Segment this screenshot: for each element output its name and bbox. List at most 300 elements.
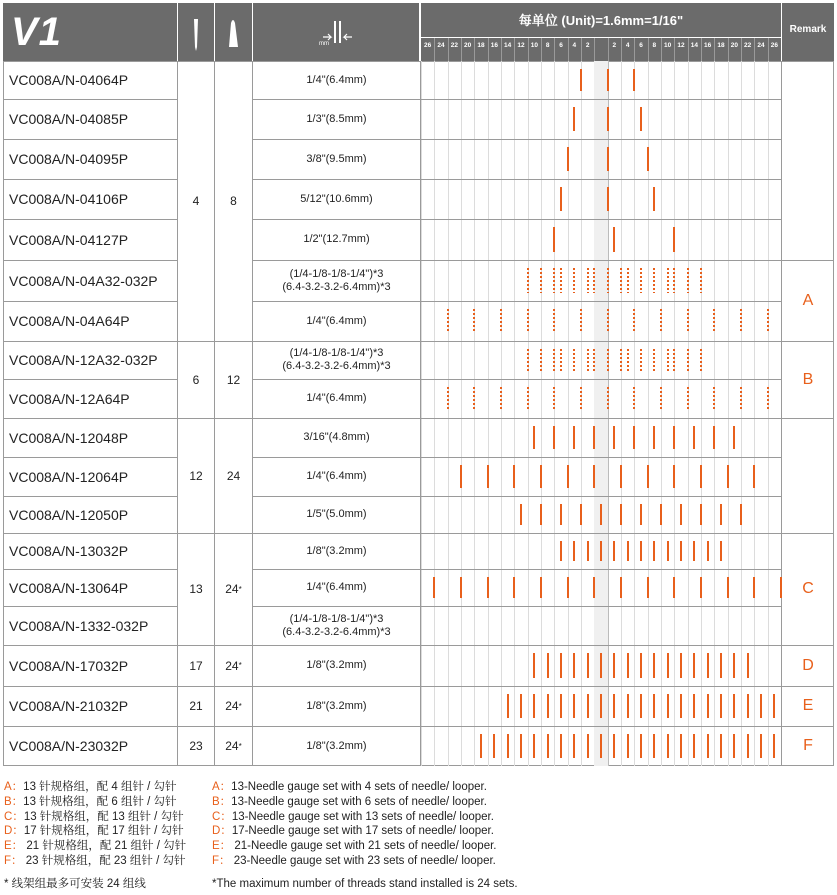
needle-mark [767, 387, 769, 410]
needle-mark [520, 504, 522, 525]
remark-divider [781, 418, 834, 419]
needle-mark [767, 309, 769, 333]
needle-header [178, 3, 214, 61]
scale-divider [488, 38, 489, 62]
needle-mark [553, 387, 555, 410]
thread-count-value: 24 [225, 699, 239, 713]
needle-mark [707, 541, 709, 561]
scale-tick: 4 [572, 42, 577, 49]
scale-tick: 18 [717, 42, 725, 49]
needle-mark [527, 268, 529, 293]
needle-mark [533, 734, 535, 758]
remark-label: Remark [789, 24, 827, 35]
model-cell: VC008A/N-04106P [9, 191, 129, 207]
needle-mark [640, 653, 642, 678]
needle-mark [693, 734, 695, 758]
scale-tick: 26 [770, 42, 778, 49]
en-text: 13-Needle gauge set with 13 sets of needle/ looper. [231, 810, 494, 823]
needle-mark [587, 734, 589, 758]
needle-mark [533, 694, 535, 718]
needle-mark [627, 541, 629, 561]
needle-mark [667, 653, 669, 678]
scale-tick: 10 [530, 42, 538, 49]
needle-mark [707, 734, 709, 758]
scale-divider [448, 38, 449, 62]
needle-mark [720, 653, 722, 678]
en-line [212, 824, 612, 839]
needle-mark [747, 653, 749, 678]
needle-mark [640, 107, 642, 131]
brand-logo: V1 [11, 10, 62, 54]
cn-text: 13 针规格组，配 13 组针 / 勾针 [23, 810, 184, 823]
column-divider [420, 61, 421, 766]
scale-tick: 24 [757, 42, 765, 49]
cn-key: B： [4, 795, 24, 808]
max-threads-star: * [238, 584, 242, 594]
needle-mark [620, 465, 622, 488]
needle-mark [700, 268, 702, 293]
needle-mark [727, 465, 729, 488]
note-cn: * 线架组最多可安装 24 组线 [4, 877, 146, 890]
needle-mark [547, 653, 549, 678]
thread-count [215, 726, 252, 766]
scale-gridline [474, 61, 475, 766]
scale-divider [501, 38, 502, 62]
needle-mark [447, 309, 449, 333]
en-line [212, 780, 612, 795]
needle-mark [540, 268, 542, 293]
scale-gridline [688, 61, 689, 766]
needle-mark [680, 653, 682, 678]
gauge-cell: 1/4"(6.4mm) [306, 581, 367, 593]
scale-tick: 22 [450, 42, 458, 49]
gauge-cell: 1/4"(6.4mm) [306, 392, 367, 404]
scale-tick: 14 [690, 42, 698, 49]
thread-count-value: 24 [225, 739, 239, 753]
en-line [212, 854, 612, 869]
needle-mark [627, 268, 629, 293]
needle-mark [693, 426, 695, 449]
cn-line [4, 810, 204, 825]
en-text: 21-Needle gauge set with 21 sets of needle/ looper. [231, 840, 497, 853]
needle-mark [680, 694, 682, 718]
needle-mark [607, 268, 609, 293]
needle-mark [713, 387, 715, 410]
needle-mark [600, 541, 602, 561]
scale-divider [674, 38, 675, 62]
model-cell: VC008A/N-04085P [9, 111, 129, 127]
needle-mark [547, 734, 549, 758]
needle-mark [740, 504, 742, 525]
thread-count-value: 12 [226, 372, 241, 387]
needle-mark [700, 504, 702, 525]
needle-mark [687, 268, 689, 293]
en-text: 13-Needle gauge set with 4 sets of needle/ looper. [231, 781, 487, 793]
needle-count: 6 [192, 372, 200, 387]
needle-mark [580, 309, 582, 333]
needle-mark [620, 504, 622, 525]
needle-mark [573, 694, 575, 718]
max-threads-star: * [238, 741, 242, 751]
needle-mark [473, 309, 475, 333]
needle-mark [620, 268, 622, 293]
needle-mark [647, 465, 649, 488]
needle-mark [533, 426, 535, 449]
needle-mark [740, 387, 742, 410]
scale-gridline [621, 61, 622, 766]
needle-mark [627, 694, 629, 718]
needle-mark [733, 653, 735, 678]
en-key: A： [212, 781, 232, 793]
scale-gridline [634, 61, 635, 766]
needle-mark [640, 268, 642, 293]
scale-tick: 24 [437, 42, 445, 49]
needle-mark [607, 147, 609, 171]
needle-mark [627, 734, 629, 758]
needle-mark [560, 653, 562, 678]
gauge-icon [253, 3, 419, 61]
scale-divider [768, 38, 769, 62]
scale-divider [661, 38, 662, 62]
needle-mark [653, 541, 655, 561]
remark-cell: F [803, 737, 813, 754]
needle-mark [573, 734, 575, 758]
scale-tick: 8 [545, 42, 550, 49]
needle-mark [587, 268, 589, 293]
scale-gridline [741, 61, 742, 766]
scale-tick: 16 [704, 42, 712, 49]
needle-mark [693, 541, 695, 561]
needle-icon [178, 3, 214, 61]
needle-mark [653, 426, 655, 449]
scale-tick: 20 [464, 42, 472, 49]
needle-mark [507, 734, 509, 758]
needle-mark [680, 541, 682, 561]
scale-divider [581, 38, 582, 62]
needle-mark [773, 734, 775, 758]
cn-key: D： [4, 825, 24, 838]
en-key: E： [212, 840, 232, 853]
remark-cell: B [802, 370, 814, 388]
scale-divider [754, 38, 755, 62]
cn-key: C： [4, 810, 24, 823]
needle-mark [653, 734, 655, 758]
scale-divider [474, 38, 475, 62]
needle-mark [560, 504, 562, 525]
needle-mark [733, 694, 735, 718]
scale-tick: 8 [652, 42, 657, 49]
gauge-cell: 1/5"(5.0mm) [306, 508, 367, 520]
needle-mark [620, 577, 622, 598]
needle-mark [713, 309, 715, 333]
needle-mark [567, 465, 569, 488]
max-threads-star: * [238, 661, 242, 670]
scale-gridline [674, 61, 675, 766]
needle-mark [573, 541, 575, 561]
cn-text: 13 针规格组，配 4 组针 / 勾针 [23, 781, 177, 793]
needle-mark [640, 349, 642, 371]
needle-mark [680, 504, 682, 525]
model-cell: VC008A/N-12A64P [9, 390, 130, 407]
gauge-cell: 1/8"(3.2mm) [306, 739, 367, 752]
needle-mark [673, 426, 675, 449]
needle-mark [500, 309, 502, 333]
en-key: D： [212, 825, 232, 838]
needle-mark [587, 541, 589, 561]
thread-count-value: 8 [230, 194, 237, 208]
gauge-cell: 1/2"(12.7mm) [303, 233, 370, 245]
needle-mark [553, 309, 555, 333]
footer-cn [4, 780, 204, 892]
needle-mark [540, 504, 542, 525]
scale-tick: 2 [612, 42, 617, 49]
thread-cone-icon [215, 3, 252, 61]
scale-divider [728, 38, 729, 62]
needle-mark [687, 349, 689, 371]
needle-mark [480, 734, 482, 758]
needle-mark [673, 465, 675, 488]
scale-divider [741, 38, 742, 62]
cn-key: A： [4, 781, 24, 793]
needle-mark [500, 387, 502, 410]
cn-key: F： [4, 854, 23, 867]
scale-gridline [728, 61, 729, 766]
en-text: 17-Needle gauge set with 17 sets of needle/ looper. [231, 825, 494, 838]
needle-mark [433, 577, 435, 598]
needle-mark [607, 309, 609, 333]
thread-count-value: 24 [225, 582, 239, 596]
model-cell: VC008A/N-04095P [9, 151, 129, 167]
scale-gridline [448, 61, 449, 766]
remark-cell: A [802, 291, 814, 309]
brand-header [3, 3, 177, 61]
needle-mark [640, 734, 642, 758]
needle-mark [647, 577, 649, 598]
scale-divider [701, 38, 702, 62]
needle-mark [613, 426, 615, 449]
needle-mark [587, 694, 589, 718]
en-key: B： [212, 795, 232, 808]
needle-mark [573, 268, 575, 293]
needle-mark [493, 734, 495, 758]
unit-title: 每单位 (Unit)=1.6mm=1/16" [518, 13, 684, 28]
needle-mark [580, 69, 582, 91]
en-text: 23-Needle gauge set with 23 sets of needle/ looper. [230, 854, 496, 867]
needle-mark [600, 504, 602, 525]
scale-divider [608, 38, 609, 62]
needle-mark [773, 694, 775, 718]
model-cell: VC008A/N-04064P [9, 72, 129, 88]
needle-mark [707, 694, 709, 718]
needle-mark [593, 577, 595, 598]
gauge-cell: 3/8"(9.5mm) [306, 152, 367, 165]
gauge-cell: 1/4"(6.4mm) [306, 73, 367, 86]
needle-mark [720, 504, 722, 525]
needle-mark [560, 541, 562, 561]
scale-divider [688, 38, 689, 62]
thread-count [215, 61, 252, 341]
scale-tick: 12 [517, 42, 525, 49]
model-cell: VC008A/N-12A32-032P [9, 352, 158, 368]
needle-mark [673, 268, 675, 293]
en-key: F： [212, 854, 231, 867]
gauge-icon-label: mm [319, 41, 329, 47]
needle-mark [653, 653, 655, 678]
scale-gridline [581, 61, 582, 766]
needle-mark [560, 268, 562, 293]
needle-mark [607, 387, 609, 410]
en-text: 13-Needle gauge set with 6 sets of needle/ looper. [231, 795, 487, 808]
scale-gridline [421, 61, 422, 766]
cn-line [4, 824, 204, 839]
needle-mark [573, 107, 575, 131]
needle-mark [700, 465, 702, 488]
needle-mark [600, 694, 602, 718]
model-cell: VC008A/N-23032P [9, 738, 129, 754]
cn-line [4, 839, 204, 854]
scale-tick: 16 [490, 42, 498, 49]
gauge-cell: 1/4"(6.4mm) [306, 470, 367, 482]
scale-divider [528, 38, 529, 62]
needle-mark [613, 734, 615, 758]
needle-mark [540, 349, 542, 371]
model-cell: VC008A/N-13064P [9, 579, 129, 596]
needle-mark [687, 309, 689, 333]
scale-gridline [714, 61, 715, 766]
en-line [212, 810, 612, 825]
footer-en [212, 780, 612, 892]
scale-divider [541, 38, 542, 62]
needle-mark [627, 349, 629, 371]
needle-mark [627, 653, 629, 678]
model-cell: VC008A/N-04127P [9, 231, 129, 248]
cn-text: 13 针规格组，配 6 组针 / 勾针 [23, 795, 177, 808]
scale-tick: 22 [744, 42, 752, 49]
scale-tick: 14 [504, 42, 512, 49]
needle-mark [560, 694, 562, 718]
needle-mark [720, 694, 722, 718]
needle-mark [573, 349, 575, 371]
needle-mark [653, 349, 655, 371]
scale-divider [594, 38, 595, 62]
model-cell: VC008A/N-17032P [9, 657, 129, 674]
needle-mark [587, 653, 589, 678]
needle-mark [513, 577, 515, 598]
needle-mark [580, 504, 582, 525]
needle-mark [567, 577, 569, 598]
model-cell: VC008A/N-21032P [9, 698, 129, 714]
needle-mark [740, 309, 742, 333]
needle-mark [640, 541, 642, 561]
needle-mark [613, 694, 615, 718]
needle-mark [640, 504, 642, 525]
gauge-cell: 3/16"(4.8mm) [303, 431, 370, 443]
needle-mark [507, 694, 509, 718]
needle-mark [660, 387, 662, 410]
needle-mark [700, 349, 702, 371]
model-cell: VC008A/N-12048P [9, 429, 129, 446]
needle-mark [593, 268, 595, 293]
needle-mark [600, 734, 602, 758]
needle-mark [487, 577, 489, 598]
needle-mark [593, 426, 595, 449]
thread-count [215, 686, 252, 726]
gauge-cell: 1/8"(3.2mm) [306, 699, 367, 712]
needle-mark [647, 147, 649, 171]
needle-mark [760, 694, 762, 718]
needle-count: 12 [189, 468, 203, 483]
gauge-cell: 1/8"(3.2mm) [306, 544, 367, 557]
needle-mark [653, 694, 655, 718]
model-cell: VC008A/N-04A64P [9, 313, 130, 329]
gauge-cell: (1/4-1/8-1/8-1/4")*3 (6.4-3.2-3.2-6.4mm)*3 [282, 612, 391, 638]
needle-mark [633, 387, 635, 410]
needle-mark [667, 268, 669, 293]
needle-mark [660, 309, 662, 333]
scale-tick: 12 [677, 42, 685, 49]
cn-text: 23 针规格组，配 23 组针 / 勾针 [22, 854, 186, 867]
needle-mark [613, 541, 615, 561]
gauge-cell: 5/12"(10.6mm) [300, 192, 373, 205]
needle-mark [640, 694, 642, 718]
scale-gridline [461, 61, 462, 766]
needle-mark [460, 577, 462, 598]
needle-mark [753, 577, 755, 598]
needle-mark [653, 187, 655, 211]
note-en: *The maximum number of threads stand installed is 24 sets. [212, 877, 518, 890]
needle-mark [667, 349, 669, 371]
needle-mark [680, 734, 682, 758]
needle-mark [573, 426, 575, 449]
needle-mark [633, 69, 635, 91]
model-cell: VC008A/N-13032P [9, 543, 129, 559]
en-line [212, 795, 612, 810]
model-cell: VC008A/N-04A32-032P [9, 272, 158, 289]
thread-count [215, 418, 252, 533]
cn-line [4, 780, 204, 795]
scale-tick: 26 [424, 42, 432, 49]
needle-mark [667, 541, 669, 561]
needle-mark [687, 387, 689, 410]
scale-gridline [488, 61, 489, 766]
needle-mark [733, 426, 735, 449]
needle-mark [460, 465, 462, 488]
needle-mark [653, 268, 655, 293]
needle-mark [720, 541, 722, 561]
gauge-cell: 1/3"(8.5mm) [306, 112, 367, 125]
needle-mark [547, 694, 549, 718]
gauge-header [253, 3, 419, 61]
needle-mark [667, 694, 669, 718]
needle-mark [540, 465, 542, 488]
needle-mark [753, 465, 755, 488]
en-key: C： [212, 810, 232, 823]
gauge-cell: 1/4"(6.4mm) [306, 314, 367, 327]
needle-mark [473, 387, 475, 410]
thread-count-value: 24 [225, 658, 239, 673]
scale-gridline [434, 61, 435, 766]
needle-mark [567, 147, 569, 171]
scale-gridline [661, 61, 662, 766]
cn-text: 17 针规格组，配 17 组针 / 勾针 [23, 825, 184, 838]
scale-gridline [701, 61, 702, 766]
remark-header [782, 3, 834, 61]
gauge-cell: (1/4-1/8-1/8-1/4")*3 (6.4-3.2-3.2-6.4mm)*3 [282, 347, 391, 372]
scale-divider [714, 38, 715, 62]
needle-mark [593, 465, 595, 488]
thread-header [215, 3, 252, 61]
scale-divider [648, 38, 649, 62]
